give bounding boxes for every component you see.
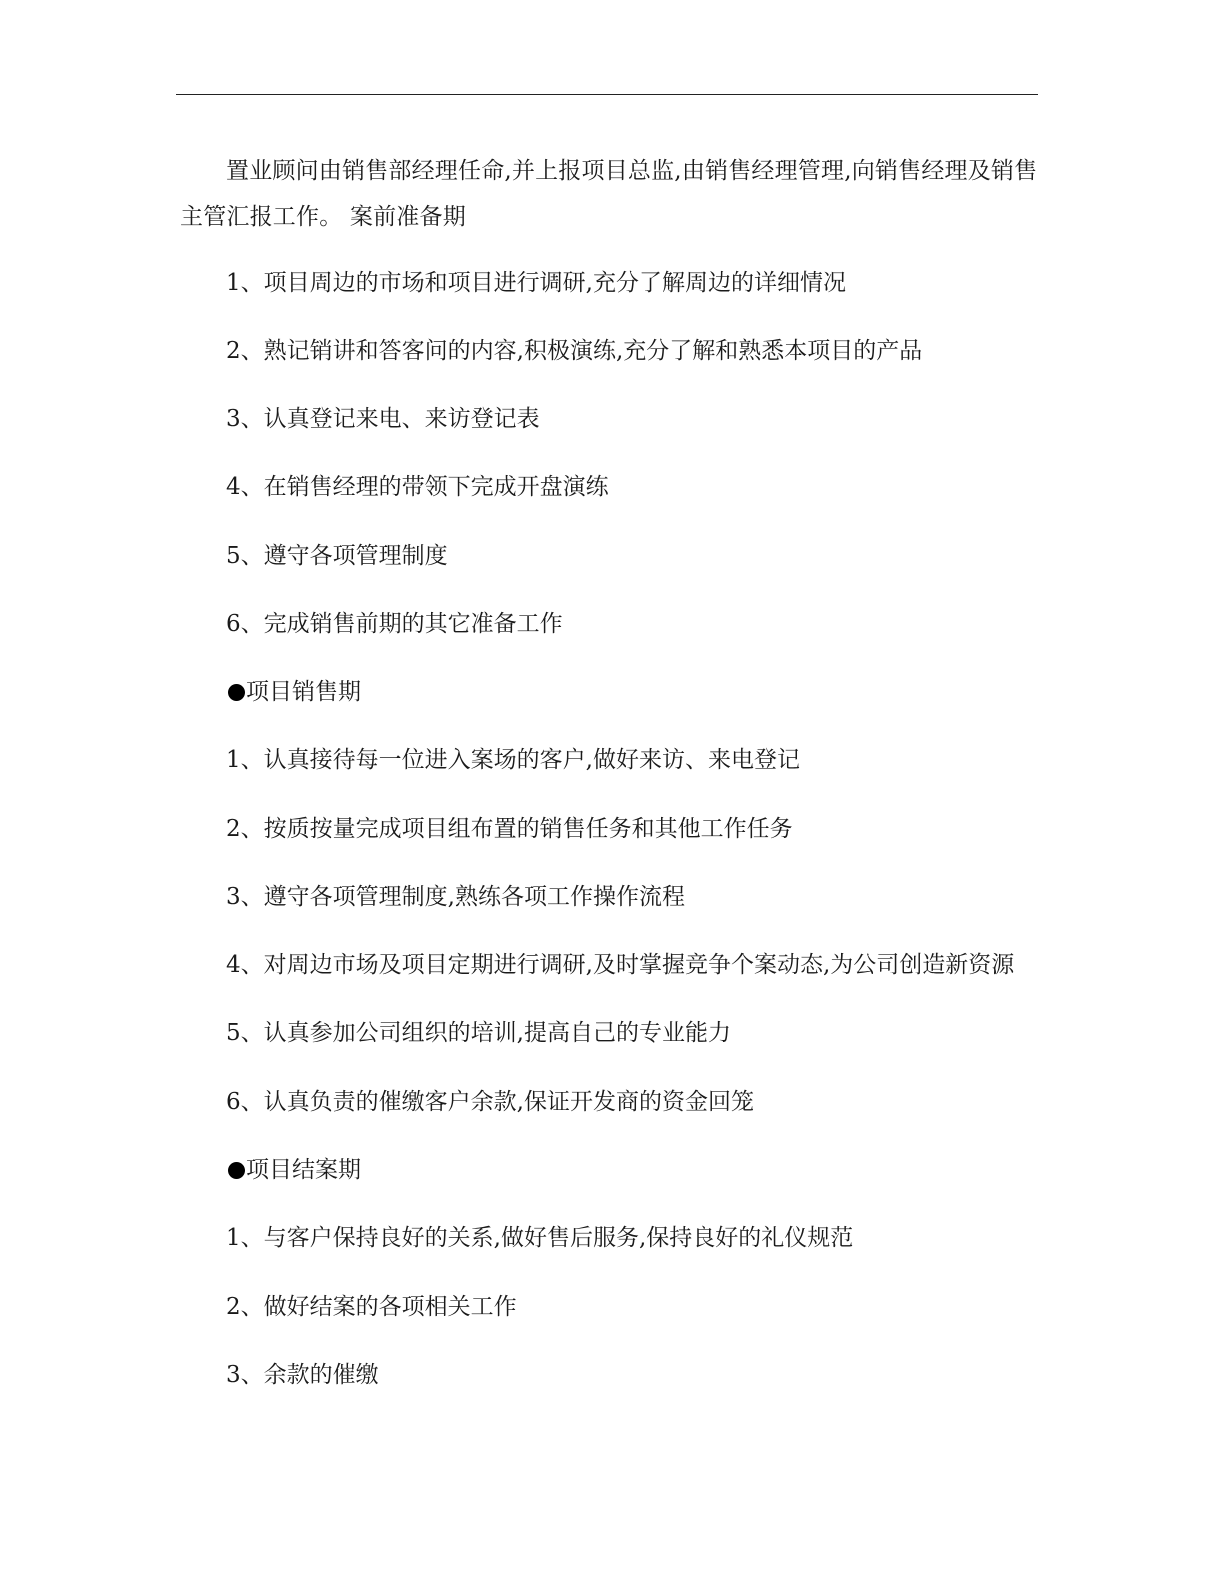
intro-paragraph: 置业顾问由销售部经理任命,并上报项目总监,由销售经理管理,向销售经理及销售主管汇报工作。 案前准备期 bbox=[180, 158, 1038, 230]
closing-heading-text: 项目结案期 bbox=[246, 1157, 361, 1183]
prep-item-1: 1、项目周边的市场和项目进行调研,充分了解周边的详细情况 bbox=[226, 270, 846, 296]
bullet-icon bbox=[228, 684, 245, 701]
prep-item-5: 5、遵守各项管理制度 bbox=[226, 543, 448, 569]
sales-item-2: 2、按质按量完成项目组布置的销售任务和其他工作任务 bbox=[226, 816, 793, 842]
closing-item-1: 1、与客户保持良好的关系,做好售后服务,保持良好的礼仪规范 bbox=[226, 1225, 854, 1251]
prep-item-6: 6、完成销售前期的其它准备工作 bbox=[226, 611, 563, 637]
sales-item-1: 1、认真接待每一位进入案场的客户,做好来访、来电登记 bbox=[226, 747, 800, 773]
prep-item-2: 2、熟记销讲和答客问的内容,积极演练,充分了解和熟悉本项目的产品 bbox=[226, 338, 923, 364]
header-rule bbox=[176, 94, 1038, 95]
sales-item-4: 4、对周边市场及项目定期进行调研,及时掌握竞争个案动态,为公司创造新资源 bbox=[226, 952, 1015, 978]
prep-item-4: 4、在销售经理的带领下完成开盘演练 bbox=[226, 474, 609, 500]
prep-item-3: 3、认真登记来电、来访登记表 bbox=[226, 406, 540, 432]
bullet-icon bbox=[228, 1162, 245, 1179]
closing-item-2: 2、做好结案的各项相关工作 bbox=[226, 1294, 517, 1320]
sales-item-6: 6、认真负责的催缴客户余款,保证开发商的资金回笼 bbox=[226, 1089, 754, 1115]
sales-item-5: 5、认真参加公司组织的培训,提高自己的专业能力 bbox=[226, 1020, 731, 1046]
closing-section-heading bbox=[226, 1153, 361, 1187]
sales-section-heading bbox=[226, 675, 361, 709]
sales-heading-text: 项目销售期 bbox=[246, 679, 361, 705]
sales-item-3: 3、遵守各项管理制度,熟练各项工作操作流程 bbox=[226, 884, 685, 910]
closing-item-3: 3、余款的催缴 bbox=[226, 1362, 379, 1388]
